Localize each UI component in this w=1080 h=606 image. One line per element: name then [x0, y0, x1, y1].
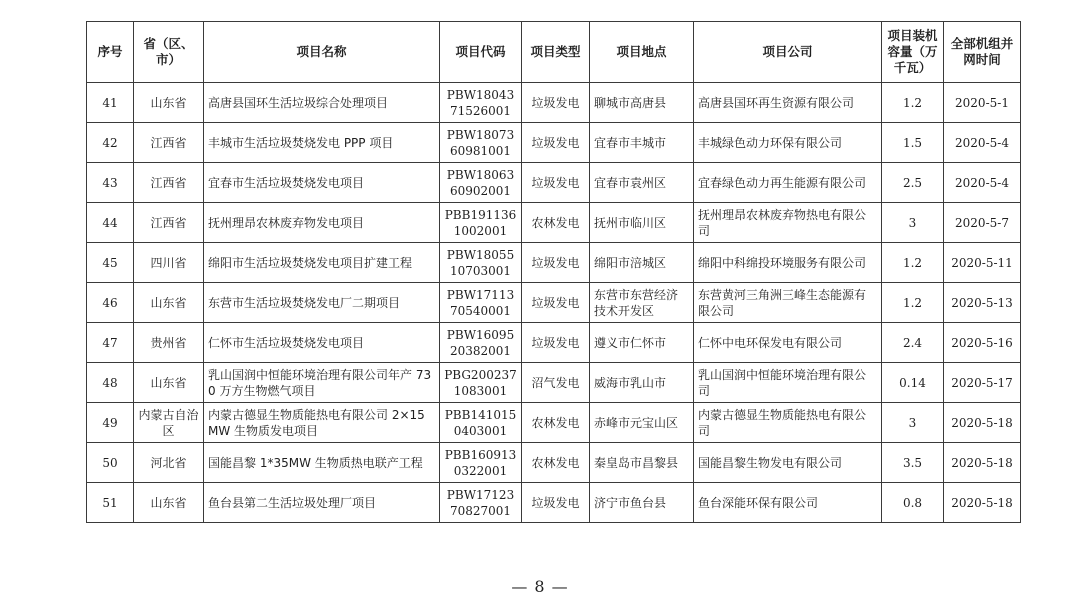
row-project-code: PBB1911361002001 [440, 203, 522, 243]
row-province: 贵州省 [134, 323, 204, 363]
header-province: 省（区、市） [134, 22, 204, 83]
row-project-name: 东营市生活垃圾焚烧发电厂二期项目 [204, 283, 440, 323]
row-province: 四川省 [134, 243, 204, 283]
row-province: 内蒙古自治区 [134, 403, 204, 443]
header-type: 项目类型 [522, 22, 590, 83]
row-project-type: 垃圾发电 [522, 483, 590, 523]
table-row [87, 163, 1021, 203]
row-grid-date: 2020-5-17 [944, 363, 1021, 403]
row-project-location: 东营市东营经济技术开发区 [590, 283, 694, 323]
row-province: 江西省 [134, 123, 204, 163]
row-number: 48 [87, 363, 134, 403]
header-location: 项目地点 [590, 22, 694, 83]
row-project-name: 乳山国润中恒能环境治理有限公司年产 730 万方生物燃气项目 [204, 363, 440, 403]
table-row [87, 283, 1021, 323]
table-row [87, 363, 1021, 403]
table-header-row [87, 22, 1021, 83]
table-row [87, 323, 1021, 363]
row-project-location: 秦皇岛市昌黎县 [590, 443, 694, 483]
row-project-location: 绵阳市涪城区 [590, 243, 694, 283]
row-project-location: 威海市乳山市 [590, 363, 694, 403]
row-province: 江西省 [134, 203, 204, 243]
row-project-type: 沼气发电 [522, 363, 590, 403]
header-name: 项目名称 [204, 22, 440, 83]
row-number: 51 [87, 483, 134, 523]
row-capacity: 1.2 [882, 243, 944, 283]
row-project-code: PBG2002371083001 [440, 363, 522, 403]
row-project-name: 仁怀市生活垃圾焚烧发电项目 [204, 323, 440, 363]
row-capacity: 3 [882, 403, 944, 443]
row-project-company: 抚州理昂农林废弃物热电有限公司 [694, 203, 882, 243]
row-project-code: PBW1804371526001 [440, 83, 522, 123]
row-project-name: 绵阳市生活垃圾焚烧发电项目扩建工程 [204, 243, 440, 283]
row-grid-date: 2020-5-13 [944, 283, 1021, 323]
row-project-name: 鱼台县第二生活垃圾处理厂项目 [204, 483, 440, 523]
row-province: 山东省 [134, 483, 204, 523]
row-grid-date: 2020-5-4 [944, 123, 1021, 163]
table-row [87, 403, 1021, 443]
row-project-company: 仁怀中电环保发电有限公司 [694, 323, 882, 363]
table-row [87, 243, 1021, 283]
row-grid-date: 2020-5-7 [944, 203, 1021, 243]
row-grid-date: 2020-5-1 [944, 83, 1021, 123]
row-project-code: PBW1805510703001 [440, 243, 522, 283]
row-grid-date: 2020-5-18 [944, 443, 1021, 483]
row-project-code: PBB1410150403001 [440, 403, 522, 443]
table-row [87, 203, 1021, 243]
row-province: 山东省 [134, 363, 204, 403]
row-province: 山东省 [134, 83, 204, 123]
row-number: 47 [87, 323, 134, 363]
row-province: 江西省 [134, 163, 204, 203]
row-capacity: 3.5 [882, 443, 944, 483]
row-project-name: 内蒙古德显生物质能热电有限公司 2×15MW 生物质发电项目 [204, 403, 440, 443]
row-capacity: 1.2 [882, 83, 944, 123]
row-grid-date: 2020-5-16 [944, 323, 1021, 363]
row-grid-date: 2020-5-4 [944, 163, 1021, 203]
row-project-company: 乳山国润中恒能环境治理有限公司 [694, 363, 882, 403]
row-capacity: 1.2 [882, 283, 944, 323]
row-project-location: 宜春市袁州区 [590, 163, 694, 203]
row-project-type: 垃圾发电 [522, 123, 590, 163]
row-project-location: 赤峰市元宝山区 [590, 403, 694, 443]
row-project-type: 垃圾发电 [522, 83, 590, 123]
row-project-type: 垃圾发电 [522, 323, 590, 363]
row-project-location: 遵义市仁怀市 [590, 323, 694, 363]
row-number: 41 [87, 83, 134, 123]
row-grid-date: 2020-5-18 [944, 483, 1021, 523]
row-project-type: 垃圾发电 [522, 283, 590, 323]
row-project-code: PBB1609130322001 [440, 443, 522, 483]
row-project-type: 农林发电 [522, 443, 590, 483]
row-project-type: 农林发电 [522, 203, 590, 243]
header-code: 项目代码 [440, 22, 522, 83]
row-number: 43 [87, 163, 134, 203]
row-project-code: PBW1711370540001 [440, 283, 522, 323]
row-project-location: 聊城市高唐县 [590, 83, 694, 123]
row-project-location: 宜春市丰城市 [590, 123, 694, 163]
row-project-code: PBW1712370827001 [440, 483, 522, 523]
row-grid-date: 2020-5-18 [944, 403, 1021, 443]
row-number: 49 [87, 403, 134, 443]
row-number: 42 [87, 123, 134, 163]
row-capacity: 2.5 [882, 163, 944, 203]
row-project-code: PBW1807360981001 [440, 123, 522, 163]
row-number: 44 [87, 203, 134, 243]
row-number: 45 [87, 243, 134, 283]
row-number: 50 [87, 443, 134, 483]
row-project-location: 抚州市临川区 [590, 203, 694, 243]
row-project-company: 国能昌黎生物发电有限公司 [694, 443, 882, 483]
row-project-code: PBW1806360902001 [440, 163, 522, 203]
row-capacity: 0.8 [882, 483, 944, 523]
row-project-company: 内蒙古德显生物质能热电有限公司 [694, 403, 882, 443]
page-number: — 8 — [511, 577, 569, 596]
row-project-company: 东营黄河三角洲三峰生态能源有限公司 [694, 283, 882, 323]
header-company: 项目公司 [694, 22, 882, 83]
project-table [86, 21, 1021, 523]
row-capacity: 3 [882, 203, 944, 243]
row-number: 46 [87, 283, 134, 323]
row-project-company: 绵阳中科绵投环境服务有限公司 [694, 243, 882, 283]
table-row [87, 123, 1021, 163]
header-no: 序号 [87, 22, 134, 83]
row-project-name: 宜春市生活垃圾焚烧发电项目 [204, 163, 440, 203]
row-project-company: 鱼台深能环保有限公司 [694, 483, 882, 523]
row-capacity: 1.5 [882, 123, 944, 163]
row-capacity: 0.14 [882, 363, 944, 403]
row-province: 河北省 [134, 443, 204, 483]
row-project-name: 国能昌黎 1*35MW 生物质热电联产工程 [204, 443, 440, 483]
row-project-code: PBW1609520382001 [440, 323, 522, 363]
row-project-name: 抚州理昂农林废弃物发电项目 [204, 203, 440, 243]
row-project-location: 济宁市鱼台县 [590, 483, 694, 523]
header-date: 全部机组并网时间 [944, 22, 1021, 83]
table-row [87, 83, 1021, 123]
table-row [87, 483, 1021, 523]
row-project-company: 宜春绿色动力再生能源有限公司 [694, 163, 882, 203]
row-project-type: 垃圾发电 [522, 243, 590, 283]
row-project-name: 丰城市生活垃圾焚烧发电 PPP 项目 [204, 123, 440, 163]
table-row [87, 443, 1021, 483]
row-capacity: 2.4 [882, 323, 944, 363]
row-project-company: 丰城绿色动力环保有限公司 [694, 123, 882, 163]
header-capacity: 项目装机容量（万千瓦） [882, 22, 944, 83]
row-project-type: 农林发电 [522, 403, 590, 443]
row-project-company: 高唐县国环再生资源有限公司 [694, 83, 882, 123]
row-province: 山东省 [134, 283, 204, 323]
row-grid-date: 2020-5-11 [944, 243, 1021, 283]
row-project-name: 高唐县国环生活垃圾综合处理项目 [204, 83, 440, 123]
row-project-type: 垃圾发电 [522, 163, 590, 203]
